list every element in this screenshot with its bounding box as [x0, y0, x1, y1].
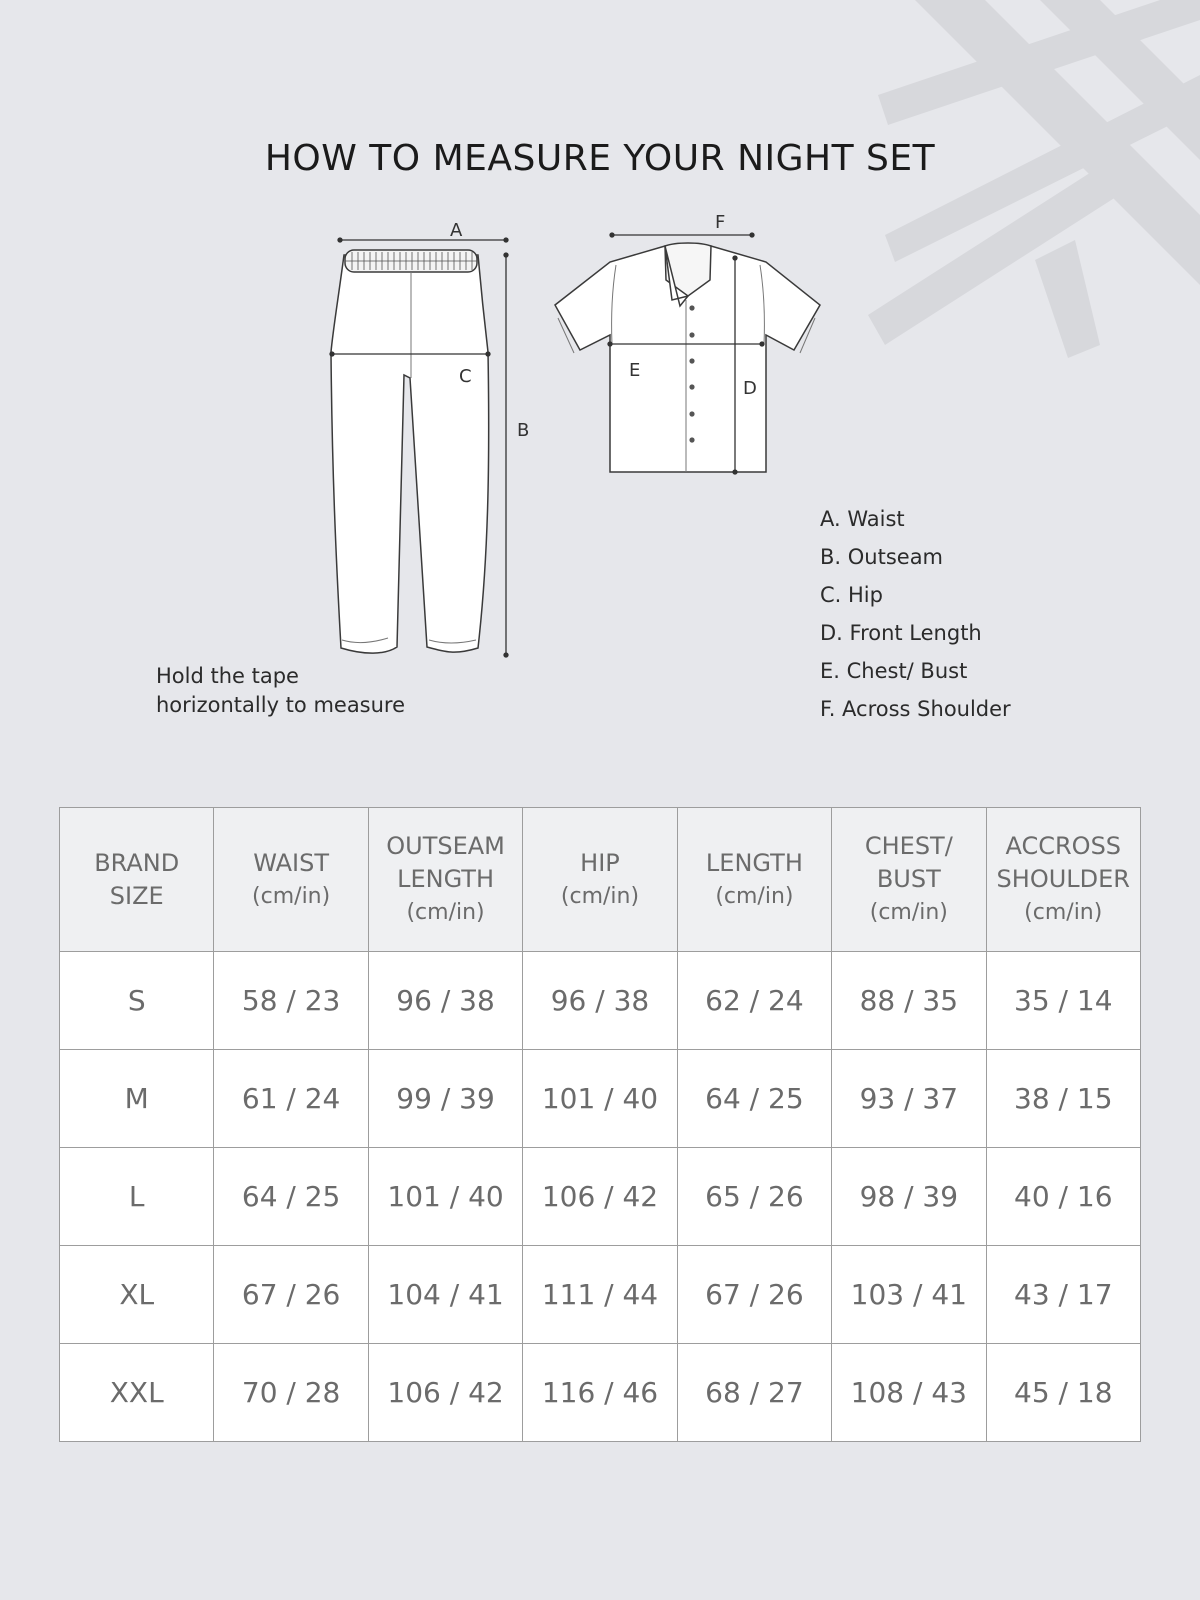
header-unit: (cm/in) [715, 883, 794, 909]
header-brand-size [60, 808, 214, 952]
legend-item: A. Waist [820, 507, 905, 531]
header-line: LENGTH [705, 848, 803, 877]
tape-instruction-line: horizontally to measure [156, 693, 406, 717]
size-cell: XXL [60, 1344, 214, 1442]
header-waist [214, 808, 368, 952]
header-line: CHEST/ [864, 832, 953, 860]
size-cell: M [60, 1050, 214, 1148]
chest-cell: 88 / 35 [832, 952, 986, 1050]
header-line: BRAND [94, 848, 180, 877]
waist-cell: 70 / 28 [214, 1344, 368, 1442]
label-a: A [450, 220, 463, 241]
pants-illustration [331, 250, 489, 653]
waist-cell: 64 / 25 [214, 1148, 368, 1246]
hip-cell: 116 / 46 [523, 1344, 677, 1442]
shoulder-cell: 40 / 16 [986, 1148, 1140, 1246]
table-row [60, 1246, 1141, 1344]
table-row [60, 952, 1141, 1050]
header-unit: (cm/in) [252, 883, 331, 909]
outseam-cell: 104 / 41 [368, 1246, 522, 1344]
header-line: LENGTH [397, 865, 495, 893]
chest-cell: 103 / 41 [832, 1246, 986, 1344]
outseam-cell: 96 / 38 [368, 952, 522, 1050]
length-cell: 64 / 25 [677, 1050, 831, 1148]
header-unit: (cm/in) [869, 900, 948, 925]
header-line: SIZE [109, 881, 164, 910]
waist-cell: 67 / 26 [214, 1246, 368, 1344]
header-line: ACCROSS [1005, 832, 1122, 860]
chest-cell: 93 / 37 [832, 1050, 986, 1148]
chest-cell: 108 / 43 [832, 1344, 986, 1442]
header-line: HIP [580, 848, 620, 877]
outseam-cell: 106 / 42 [368, 1344, 522, 1442]
header-chest-bust [832, 808, 986, 952]
header-length [677, 808, 831, 952]
header-unit: (cm/in) [560, 883, 640, 909]
length-cell: 68 / 27 [677, 1344, 831, 1442]
length-cell: 62 / 24 [677, 952, 831, 1050]
label-d: D [743, 378, 757, 399]
waist-cell: 58 / 23 [214, 952, 368, 1050]
header-line: SHOULDER [996, 865, 1130, 893]
size-cell: S [60, 952, 214, 1050]
header-unit: (cm/in) [406, 900, 485, 925]
header-outseam-length [368, 808, 522, 952]
shoulder-cell: 35 / 14 [986, 952, 1140, 1050]
header-hip [523, 808, 677, 952]
header-line: BUST [876, 865, 941, 893]
hip-cell: 101 / 40 [523, 1050, 677, 1148]
legend-item: C. Hip [820, 583, 883, 607]
page-title: HOW TO MEASURE YOUR NIGHT SET [264, 138, 936, 179]
size-chart-table [59, 807, 1141, 1442]
header-across-shoulder [986, 808, 1140, 952]
size-cell: XL [60, 1246, 214, 1344]
measurement-legend [820, 500, 1011, 728]
header-line: WAIST [253, 848, 330, 877]
legend-item: B. Outseam [820, 545, 944, 569]
legend-item: E. Chest/ Bust [820, 659, 968, 683]
label-b: B [517, 420, 530, 441]
header-unit: (cm/in) [1024, 900, 1103, 925]
shoulder-cell: 43 / 17 [986, 1246, 1140, 1344]
outseam-cell: 101 / 40 [368, 1148, 522, 1246]
shirt-illustration [555, 243, 820, 472]
tape-instruction [156, 662, 405, 720]
table-row [60, 1344, 1141, 1442]
tape-instruction-line: Hold the tape [156, 664, 299, 688]
table-row [60, 1148, 1141, 1246]
size-cell: L [60, 1148, 214, 1246]
shoulder-cell: 38 / 15 [986, 1050, 1140, 1148]
hip-cell: 111 / 44 [523, 1246, 677, 1344]
label-f: F [715, 212, 726, 233]
legend-item: D. Front Length [820, 621, 982, 645]
length-cell: 65 / 26 [677, 1148, 831, 1246]
outseam-cell: 99 / 39 [368, 1050, 522, 1148]
legend-item: F. Across Shoulder [820, 697, 1011, 721]
label-c: C [459, 366, 472, 387]
waist-cell: 61 / 24 [214, 1050, 368, 1148]
hip-cell: 106 / 42 [523, 1148, 677, 1246]
hip-cell: 96 / 38 [523, 952, 677, 1050]
table-header-row [60, 808, 1141, 952]
measurement-diagram [0, 0, 1200, 720]
shoulder-cell: 45 / 18 [986, 1344, 1140, 1442]
header-line: OUTSEAM [386, 832, 505, 860]
label-e: E [629, 360, 641, 381]
length-cell: 67 / 26 [677, 1246, 831, 1344]
chest-cell: 98 / 39 [832, 1148, 986, 1246]
table-row [60, 1050, 1141, 1148]
